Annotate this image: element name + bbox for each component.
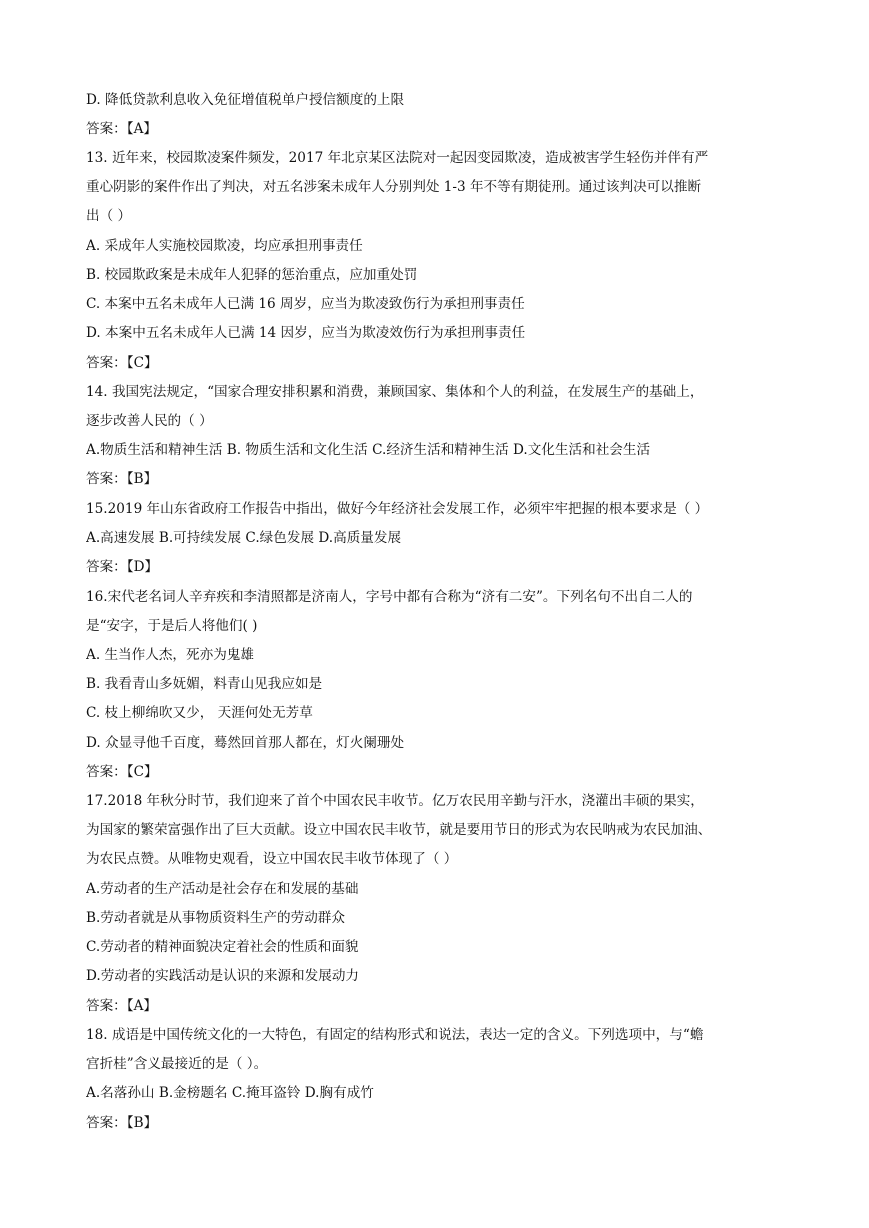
options-q18: A.名落孙山 B.金榜题名 C.掩耳盗铃 D.胸有成竹 xyxy=(86,1085,374,1101)
option-a-q13: A. 采成年人实施校园欺凌，均应承担刑事责任 xyxy=(86,238,363,254)
question-16-line-1: 16.宋代老名词人辛弃疾和李清照都是济南人，字号中都有合称为“济有二安”。下列名句不出自二人的 xyxy=(86,589,693,605)
answer-q16: 答案：【C】 xyxy=(86,764,158,780)
question-13-line-2: 重心阴影的案件作出了判决，对五名涉案未成年人分别判处 1-3 年不等有期徒刑。通过该判决可以推断 xyxy=(86,179,702,195)
question-18-line-2: 宫折桂”含义最接近的是（ ）。 xyxy=(86,1056,268,1072)
option-c-q13: C. 本案中五名未成年人已满 16 周岁，应当为欺凌致伤行为承担刑事责任 xyxy=(86,296,525,312)
question-15: 15.2019 年山东省政府工作报告中指出，做好今年经济社会发展工作，必须牢牢把握的根本要求是（ ） xyxy=(86,501,709,517)
option-c-q17: C.劳动者的精神面貌决定着社会的性质和面貌 xyxy=(86,939,359,955)
option-a-q17: A.劳动者的生产活动是社会存在和发展的基础 xyxy=(86,881,359,897)
options-q15: A.高速发展 B.可持续发展 C.绿色发展 D.高质量发展 xyxy=(86,530,402,546)
answer-q12: 答案：【A】 xyxy=(86,121,157,137)
answer-q13: 答案：【C】 xyxy=(86,355,158,371)
option-b-q13: B. 校园欺政案是未成年人犯驿的惩治重点，应加重处罚 xyxy=(86,267,418,283)
answer-q17: 答案：【A】 xyxy=(86,998,157,1014)
option-b-q17: B.劳动者就是从事物质资料生产的劳动群众 xyxy=(86,910,345,926)
question-18-line-1: 18. 成语是中国传统文化的一大特色，有固定的结构形式和说法，表达一定的含义。下列选项中，与“蟾 xyxy=(86,1027,704,1043)
option-a-q16: A. 生当作人杰，死亦为鬼雄 xyxy=(86,647,254,663)
question-13-line-3: 出（ ） xyxy=(86,208,132,224)
option-d-q13: D. 本案中五名未成年人已满 14 因岁，应当为欺凌效伤行为承担刑事责任 xyxy=(86,325,526,341)
option-c-q16: C. 枝上柳绵吹又少， 天涯何处无芳草 xyxy=(86,705,313,721)
question-14-line-2: 逐步改善人民的（ ） xyxy=(86,413,213,429)
question-16-line-2: 是“安字，于是后人将他们( ) xyxy=(86,618,258,634)
option-d-q17: D.劳动者的实践活动是认识的来源和发展动力 xyxy=(86,968,360,984)
option-d-q12: D. 降低贷款利息收入免征增值税单户授信额度的上限 xyxy=(86,92,405,108)
options-q14: A.物质生活和精神生活 B. 物质生活和文化生活 C.经济生活和精神生活 D.文化生活和社会生活 xyxy=(86,442,651,458)
answer-q14: 答案：【B】 xyxy=(86,471,158,487)
question-17-line-2: 为国家的繁荣富强作出了巨大贡献。设立中国农民丰收节，就是要用节日的形式为农民呐戒为农民加油、 xyxy=(86,822,712,838)
option-b-q16: B. 我看青山多妩媚，料青山见我应如是 xyxy=(86,676,323,692)
question-17-line-3: 为农民点赞。从唯物史观看，设立中国农民丰收节体现了（ ） xyxy=(86,851,458,867)
question-13-line-1: 13. 近年来，校园欺凌案件频发，2017 年北京某区法院对一起因变园欺凌，造成被害学生轻伤并伴有严 xyxy=(86,150,709,166)
question-17-line-1: 17.2018 年秋分时节，我们迎来了首个中国农民丰收节。亿万农民用辛勤与汗水，浇灌出丰硕的果实， xyxy=(86,793,704,809)
answer-q18: 答案：【B】 xyxy=(86,1115,158,1131)
option-d-q16: D. 众显寻他千百度，蓦然回首那人都在，灯火阑珊处 xyxy=(86,735,405,751)
answer-q15: 答案：【D】 xyxy=(86,559,159,575)
question-14-line-1: 14. 我国宪法规定，“国家合理安排积累和消费，兼顾国家、集体和个人的利益，在发展生产的基础上， xyxy=(86,384,704,400)
